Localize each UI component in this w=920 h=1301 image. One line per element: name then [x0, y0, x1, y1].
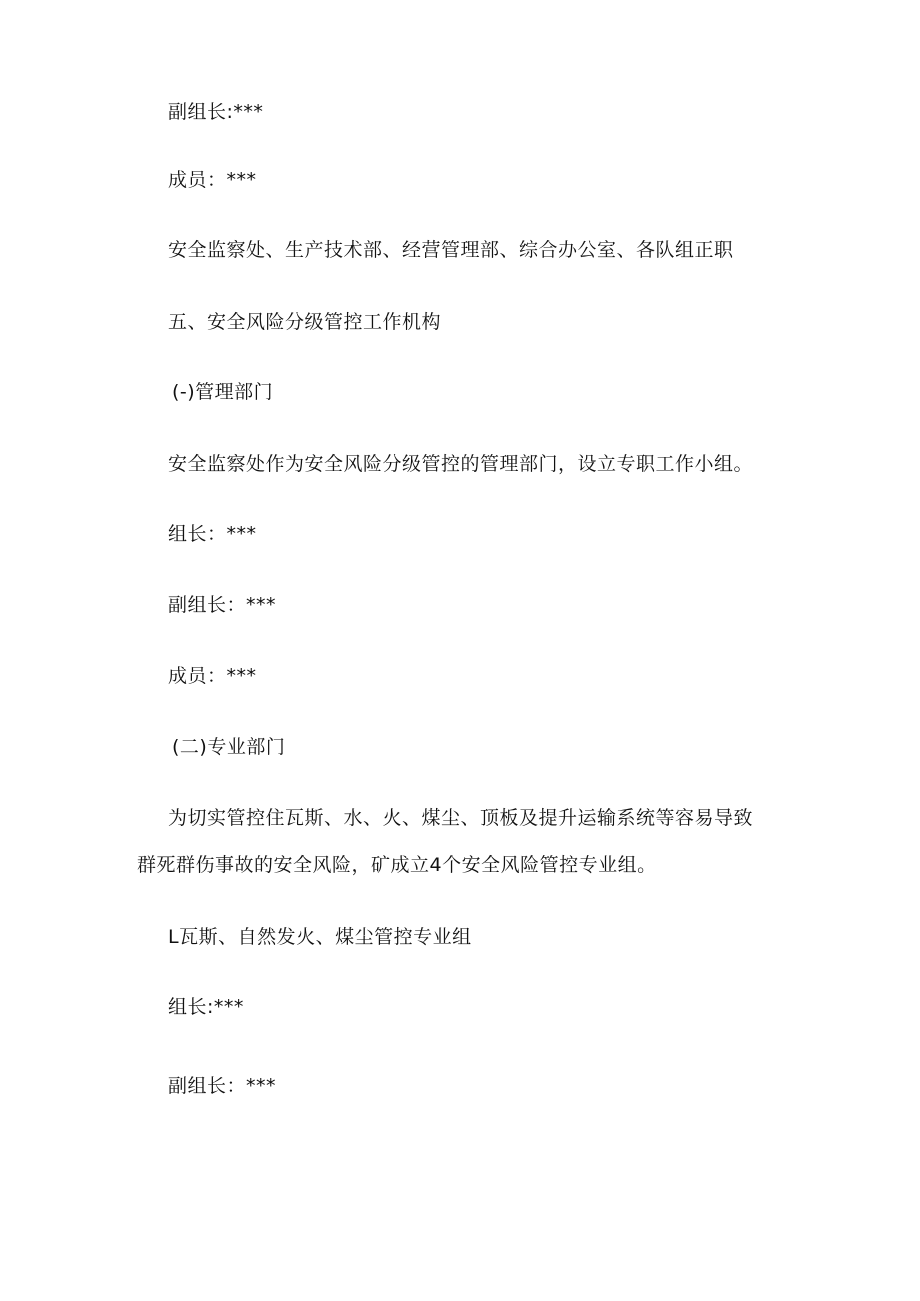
members-line: 成员：*** — [168, 169, 257, 191]
section-heading-five: 五、安全风险分级管控工作机构 — [168, 311, 442, 333]
subsection-management-dept: (-)管理部门 — [172, 381, 274, 403]
departments-line: 安全监察处、生产技术部、经营管理部、综合办公室、各队组正职 — [168, 239, 734, 261]
leader-line: 组长：*** — [168, 523, 257, 545]
group-one-leader-line: 组长:*** — [168, 996, 244, 1018]
members-line-2: 成员：*** — [168, 665, 257, 687]
group-one-heading: L瓦斯、自然发火、煤尘管控专业组 — [168, 926, 472, 948]
deputy-leader-line: 副组长:*** — [168, 101, 264, 123]
management-dept-paragraph: 安全监察处作为安全风险分级管控的管理部门，设立专职工作小组。 — [168, 453, 754, 475]
group-one-deputy-leader-line: 副组长：*** — [168, 1075, 277, 1097]
subsection-professional-dept: (二)专业部门 — [172, 736, 286, 758]
deputy-leader-line-2: 副组长：*** — [168, 594, 277, 616]
professional-dept-paragraph-line-2: 群死群伤事故的安全风险，矿成立4个安全风险管控专业组。 — [137, 854, 657, 876]
professional-dept-paragraph-line-1: 为切实管控住瓦斯、水、火、煤尘、顶板及提升运输系统等容易导致 — [168, 807, 754, 829]
